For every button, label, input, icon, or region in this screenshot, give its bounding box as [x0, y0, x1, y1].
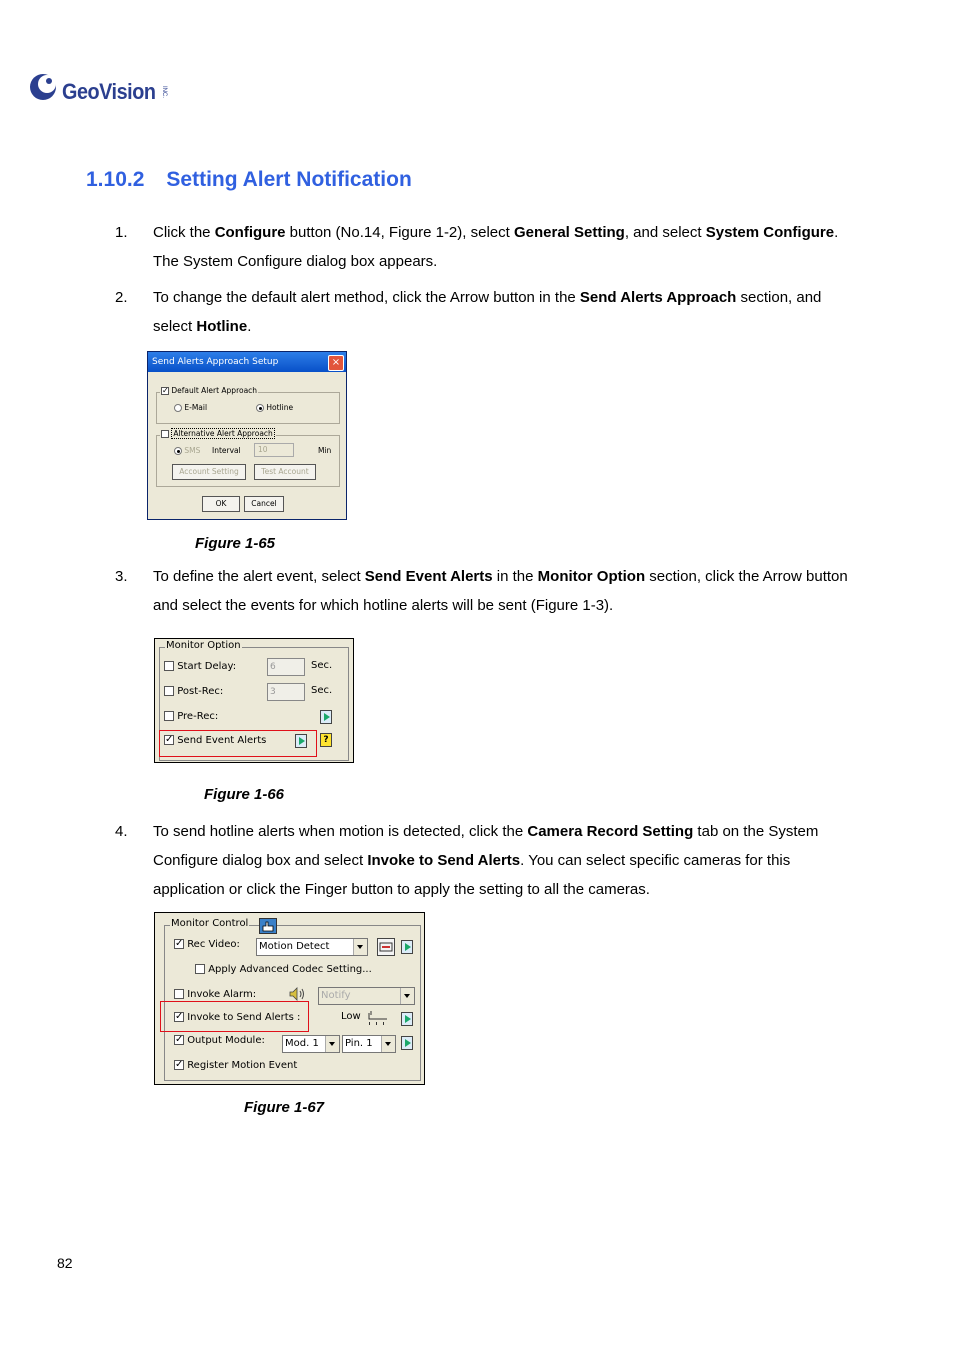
- step-bold-text: Hotline: [196, 318, 248, 335]
- start-delay-checkbox[interactable]: [164, 661, 174, 671]
- rec-video-arrow-icon[interactable]: [401, 940, 413, 954]
- invoke-alarm-row: [174, 989, 256, 1000]
- step-number: 1.: [115, 224, 128, 241]
- step-plain-text: section, click the Arrow button and select the events for which hotline alerts will be sent (Figure 1-3).: [153, 568, 848, 614]
- start-delay-unit: Sec.: [311, 660, 333, 671]
- step-plain-text: . You can select specific cameras for this application or click the Finger button to apply the setting to all the cameras.: [153, 852, 791, 898]
- email-option[interactable]: [174, 403, 207, 412]
- default-alert-checkbox[interactable]: ✓: [162, 386, 169, 395]
- interval-input[interactable]: 10: [254, 443, 294, 457]
- invoke-send-alerts-label: Invoke to Send Alerts :: [187, 1012, 301, 1023]
- start-delay-label: Start Delay:: [177, 661, 237, 672]
- monitor-control-panel: [154, 912, 425, 1085]
- step-text: [153, 817, 853, 904]
- sms-label: SMS: [184, 446, 201, 455]
- dialog-title-bar: [148, 352, 346, 372]
- start-delay-row: [164, 661, 236, 672]
- step-plain-text: .: [247, 318, 252, 335]
- step-bold-text: General Setting: [513, 224, 625, 241]
- rec-video-label: Rec Video:: [187, 939, 240, 950]
- notify-select[interactable]: [318, 987, 415, 1005]
- module-select[interactable]: [282, 1035, 340, 1053]
- figure-caption: Figure 1-66: [204, 786, 285, 803]
- step-bold-text: Send Alerts Approach: [579, 289, 737, 306]
- invoke-alarm-label: Invoke Alarm:: [187, 989, 257, 1000]
- geovision-swirl-icon: [28, 70, 62, 104]
- step-bold-text: Invoke to Send Alerts: [367, 852, 521, 869]
- highlight-box: [160, 1001, 309, 1032]
- pre-rec-arrow-icon[interactable]: [320, 710, 332, 724]
- rec-video-checkbox[interactable]: ✓: [175, 938, 184, 949]
- send-alerts-arrow-icon[interactable]: [401, 1012, 413, 1026]
- step-bold-text: Send Event Alerts: [364, 568, 493, 585]
- account-setting-button[interactable]: Account Setting: [172, 464, 246, 480]
- monitor-control-label: Monitor Control: [171, 918, 249, 929]
- apply-codec-row: [195, 964, 372, 975]
- codec-settings-icon[interactable]: [377, 938, 395, 956]
- send-event-alerts-label: Send Event Alerts: [177, 735, 267, 746]
- step-plain-text: tab on the System Configure dialog box and select: [153, 823, 819, 869]
- default-alert-label: Default Alert Approach: [171, 386, 258, 395]
- monitor-option-label: Monitor Option: [166, 640, 241, 651]
- output-module-checkbox[interactable]: ✓: [175, 1034, 184, 1045]
- step-bold-text: System Configure: [705, 224, 835, 241]
- sensitivity-slider-icon[interactable]: [367, 1009, 389, 1027]
- help-icon[interactable]: ?: [320, 733, 332, 747]
- finger-button-icon[interactable]: [259, 918, 277, 934]
- pin-value: Pin. 1: [345, 1038, 373, 1049]
- page-number: 82: [57, 1255, 73, 1271]
- test-account-button[interactable]: Test Account: [254, 464, 316, 480]
- post-rec-row: [164, 686, 223, 697]
- logo-brand: GeoVision: [62, 79, 156, 104]
- step-plain-text: in the: [492, 568, 538, 585]
- alt-alert-label-wrap: [160, 429, 276, 438]
- start-delay-input[interactable]: 6: [267, 658, 305, 676]
- rec-video-value: Motion Detect: [259, 941, 330, 952]
- chevron-down-icon: [400, 988, 414, 1004]
- pre-rec-label: Pre-Rec:: [177, 711, 219, 722]
- geovision-logo: [28, 68, 178, 108]
- dialog-title: Send Alerts Approach Setup: [152, 357, 279, 367]
- step-plain-text: To send hotline alerts when motion is detected, click the: [153, 823, 528, 840]
- section-number: 1.10.2: [86, 168, 145, 191]
- step-plain-text: section, and select: [153, 289, 822, 335]
- close-icon[interactable]: ×: [328, 355, 344, 371]
- invoke-send-alerts-checkbox[interactable]: ✓: [175, 1011, 184, 1022]
- apply-codec-label: Apply Advanced Codec Setting...: [208, 964, 372, 975]
- register-motion-checkbox[interactable]: ✓: [175, 1059, 184, 1070]
- interval-label: Interval: [212, 446, 241, 455]
- register-motion-row: [174, 1060, 297, 1071]
- chevron-down-icon: [325, 1036, 339, 1052]
- step-bold-text: Configure: [214, 224, 286, 241]
- send-event-alerts-checkbox[interactable]: ✓: [165, 734, 174, 745]
- step-text: [153, 562, 853, 620]
- email-label: E-Mail: [184, 403, 208, 412]
- rec-video-row: [174, 939, 240, 950]
- cancel-button[interactable]: Cancel: [244, 496, 284, 512]
- step-plain-text: Click the: [153, 224, 215, 241]
- post-rec-checkbox[interactable]: [164, 686, 174, 696]
- rec-video-select[interactable]: [256, 938, 368, 956]
- step-text: [153, 283, 853, 341]
- hotline-option[interactable]: [256, 403, 293, 412]
- alt-alert-checkbox[interactable]: [161, 430, 169, 438]
- chevron-down-icon: [353, 939, 367, 955]
- step-number: 4.: [115, 823, 128, 840]
- sms-option[interactable]: [174, 446, 200, 455]
- email-radio[interactable]: [174, 404, 182, 412]
- pin-select[interactable]: [342, 1035, 396, 1053]
- monitor-option-panel: [154, 638, 354, 763]
- min-label: Min: [318, 446, 332, 455]
- chevron-down-icon: [381, 1036, 395, 1052]
- notify-value: Notify: [321, 990, 351, 1001]
- output-module-row: [174, 1035, 265, 1046]
- sms-radio[interactable]: [174, 447, 182, 455]
- module-value: Mod. 1: [285, 1038, 319, 1049]
- step-number: 2.: [115, 289, 128, 306]
- figure-caption: Figure 1-65: [195, 535, 276, 552]
- alt-alert-label: Alternative Alert Approach: [173, 429, 273, 438]
- step-plain-text: To define the alert event, select: [153, 568, 365, 585]
- send-alerts-approach-dialog: [147, 351, 347, 520]
- step-plain-text: To change the default alert method, click the Arrow button in the: [153, 289, 580, 306]
- logo-tm: INC.: [161, 86, 167, 98]
- step-bold-text: Camera Record Setting: [527, 823, 694, 840]
- highlight-box: [159, 730, 317, 757]
- output-module-label: Output Module:: [187, 1035, 265, 1046]
- section-title: Setting Alert Notification: [166, 168, 412, 191]
- post-rec-unit: Sec.: [311, 685, 333, 696]
- apply-codec-checkbox[interactable]: [195, 964, 205, 974]
- default-alert-label-wrap: [160, 386, 258, 395]
- register-motion-label: Register Motion Event: [187, 1060, 298, 1071]
- pre-rec-checkbox[interactable]: [164, 711, 174, 721]
- pre-rec-row: [164, 711, 218, 722]
- step-text: [153, 218, 853, 276]
- post-rec-label: Post-Rec:: [177, 686, 224, 697]
- step-bold-text: Monitor Option: [537, 568, 646, 585]
- hotline-radio[interactable]: [256, 404, 264, 412]
- step-plain-text: button (No.14, Figure 1-2), select: [285, 224, 514, 241]
- section-heading: [86, 168, 412, 192]
- step-plain-text: , and select: [624, 224, 706, 241]
- low-label: Low: [341, 1011, 361, 1022]
- post-rec-input[interactable]: 3: [267, 683, 305, 701]
- step-plain-text: . The System Configure dialog box appears.: [153, 224, 839, 270]
- output-arrow-icon[interactable]: [401, 1036, 413, 1050]
- ok-button[interactable]: OK: [202, 496, 240, 512]
- hotline-label: Hotline: [266, 403, 294, 412]
- figure-caption: Figure 1-67: [244, 1099, 325, 1116]
- step-number: 3.: [115, 568, 128, 585]
- speaker-icon[interactable]: [287, 986, 307, 1002]
- invoke-alarm-checkbox[interactable]: [174, 989, 184, 999]
